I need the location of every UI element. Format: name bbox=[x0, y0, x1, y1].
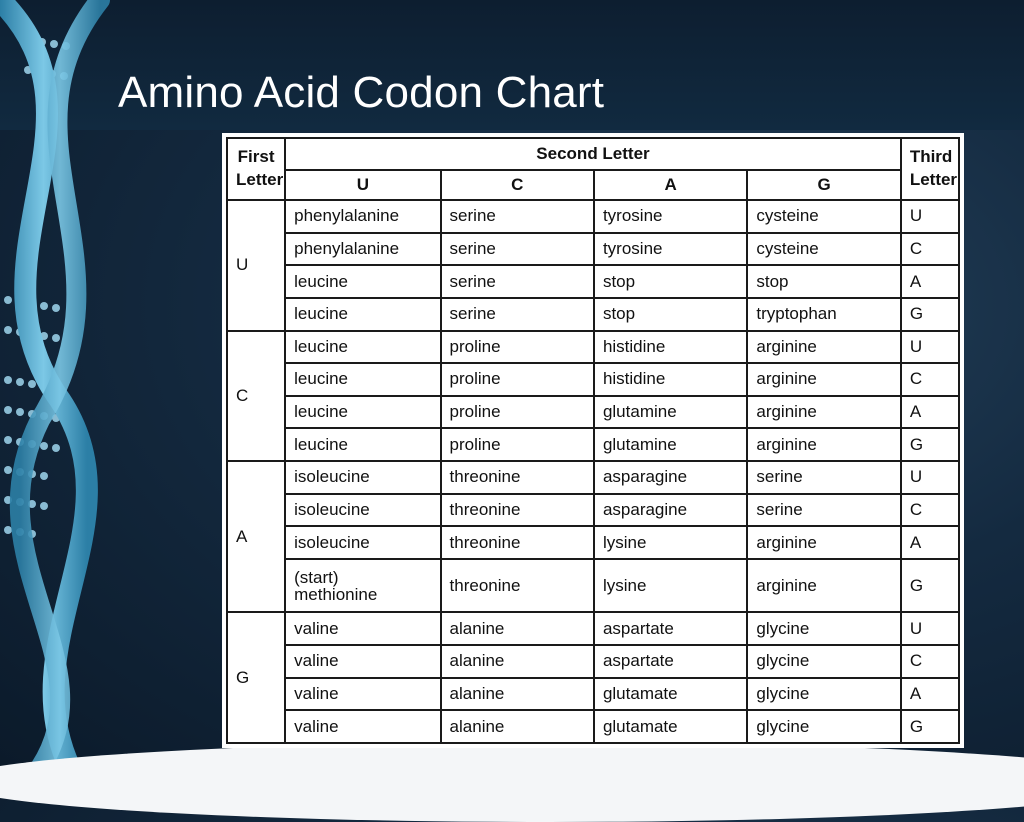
table-row bbox=[227, 494, 959, 527]
amino-acid-cell: serine bbox=[747, 461, 900, 494]
table-row bbox=[227, 233, 959, 266]
table-row bbox=[227, 265, 959, 298]
third-letter-cell: U bbox=[901, 612, 959, 645]
first-letter-a: A bbox=[227, 461, 285, 612]
amino-acid-cell: cysteine bbox=[747, 200, 900, 233]
table-row bbox=[227, 678, 959, 711]
amino-acid-cell: arginine bbox=[747, 331, 900, 364]
amino-acid-cell: serine bbox=[747, 494, 900, 527]
second-base-c: C bbox=[441, 170, 594, 200]
amino-acid-cell: asparagine bbox=[594, 494, 747, 527]
amino-acid-cell: proline bbox=[441, 331, 594, 364]
amino-acid-cell: stop bbox=[594, 298, 747, 331]
table-row bbox=[227, 526, 959, 559]
table-row bbox=[227, 428, 959, 461]
third-letter-cell: C bbox=[901, 645, 959, 678]
third-letter-cell: C bbox=[901, 363, 959, 396]
dna-helix-decoration bbox=[0, 0, 130, 768]
amino-acid-cell: glutamate bbox=[594, 710, 747, 743]
amino-acid-cell: valine bbox=[285, 710, 440, 743]
amino-acid-cell: arginine bbox=[747, 526, 900, 559]
third-letter-cell: G bbox=[901, 710, 959, 743]
third-letter-cell: G bbox=[901, 298, 959, 331]
third-letter-header-line1: Third bbox=[909, 147, 953, 167]
third-letter-cell: U bbox=[901, 200, 959, 233]
amino-acid-cell: stop bbox=[594, 265, 747, 298]
table-row bbox=[227, 612, 959, 645]
table-row bbox=[227, 200, 959, 233]
amino-acid-cell: proline bbox=[441, 428, 594, 461]
first-letter-header-line2: Letter bbox=[236, 170, 284, 189]
first-letter-header bbox=[227, 138, 285, 200]
amino-acid-cell: asparagine bbox=[594, 461, 747, 494]
second-letter-header: Second Letter bbox=[285, 138, 901, 170]
third-letter-cell: U bbox=[901, 331, 959, 364]
amino-acid-cell: leucine bbox=[285, 265, 440, 298]
amino-acid-cell: alanine bbox=[441, 612, 594, 645]
start-methionine-cell bbox=[285, 559, 440, 612]
amino-acid-cell: lysine bbox=[594, 559, 747, 612]
table-row bbox=[227, 363, 959, 396]
amino-acid-cell: valine bbox=[285, 645, 440, 678]
amino-acid-cell: threonine bbox=[441, 526, 594, 559]
third-letter-cell: G bbox=[901, 559, 959, 612]
amino-acid-cell: glycine bbox=[747, 645, 900, 678]
amino-acid-cell: stop bbox=[747, 265, 900, 298]
third-letter-cell: A bbox=[901, 396, 959, 429]
third-letter-header bbox=[901, 138, 959, 200]
start-label: (start) bbox=[294, 567, 339, 587]
amino-acid-cell: valine bbox=[285, 678, 440, 711]
amino-acid-cell: proline bbox=[441, 363, 594, 396]
amino-acid-cell: glycine bbox=[747, 710, 900, 743]
table-row bbox=[227, 645, 959, 678]
amino-acid-cell: isoleucine bbox=[285, 461, 440, 494]
amino-acid-cell: arginine bbox=[747, 363, 900, 396]
amino-acid-cell: glycine bbox=[747, 612, 900, 645]
amino-acid-cell: leucine bbox=[285, 298, 440, 331]
amino-acid-cell: lysine bbox=[594, 526, 747, 559]
third-letter-cell: A bbox=[901, 678, 959, 711]
third-letter-cell: G bbox=[901, 428, 959, 461]
amino-acid-cell: aspartate bbox=[594, 645, 747, 678]
first-letter-c: C bbox=[227, 331, 285, 462]
amino-acid-cell: histidine bbox=[594, 331, 747, 364]
amino-acid-cell: proline bbox=[441, 396, 594, 429]
table-row bbox=[227, 331, 959, 364]
amino-acid-cell: glycine bbox=[747, 678, 900, 711]
amino-acid-cell: tryptophan bbox=[747, 298, 900, 331]
amino-acid-cell: serine bbox=[441, 265, 594, 298]
amino-acid-cell: isoleucine bbox=[285, 494, 440, 527]
amino-acid-cell: glutamine bbox=[594, 428, 747, 461]
third-letter-cell: A bbox=[901, 526, 959, 559]
amino-acid-cell: cysteine bbox=[747, 233, 900, 266]
amino-acid-cell: isoleucine bbox=[285, 526, 440, 559]
third-letter-cell: C bbox=[901, 233, 959, 266]
bottom-swoosh bbox=[0, 742, 1024, 822]
first-letter-g: G bbox=[227, 612, 285, 743]
third-letter-cell: A bbox=[901, 265, 959, 298]
amino-acid-cell: leucine bbox=[285, 331, 440, 364]
table-row bbox=[227, 396, 959, 429]
amino-acid-cell: leucine bbox=[285, 396, 440, 429]
amino-acid-cell: arginine bbox=[747, 396, 900, 429]
third-letter-header-line2: Letter bbox=[909, 170, 958, 189]
amino-acid-cell: valine bbox=[285, 612, 440, 645]
table-row bbox=[227, 559, 959, 612]
amino-acid-cell: threonine bbox=[441, 461, 594, 494]
amino-acid-cell: arginine bbox=[747, 428, 900, 461]
amino-acid-cell: serine bbox=[441, 233, 594, 266]
table-row bbox=[227, 461, 959, 494]
amino-acid-cell: phenylalanine bbox=[285, 233, 440, 266]
amino-acid-cell: glutamine bbox=[594, 396, 747, 429]
amino-acid-cell: alanine bbox=[441, 645, 594, 678]
third-letter-cell: U bbox=[901, 461, 959, 494]
amino-acid-cell: leucine bbox=[285, 428, 440, 461]
amino-acid-cell: alanine bbox=[441, 710, 594, 743]
amino-acid-cell: alanine bbox=[441, 678, 594, 711]
amino-acid-cell: serine bbox=[441, 200, 594, 233]
codon-table bbox=[226, 137, 960, 744]
second-base-g: G bbox=[747, 170, 900, 200]
amino-acid-cell: arginine bbox=[747, 559, 900, 612]
amino-acid-cell: glutamate bbox=[594, 678, 747, 711]
methionine-label: methionine bbox=[294, 584, 378, 604]
second-base-a: A bbox=[594, 170, 747, 200]
third-letter-cell: C bbox=[901, 494, 959, 527]
first-letter-u: U bbox=[227, 200, 285, 331]
amino-acid-cell: leucine bbox=[285, 363, 440, 396]
codon-chart bbox=[222, 133, 964, 748]
amino-acid-cell: threonine bbox=[441, 559, 594, 612]
amino-acid-cell: threonine bbox=[441, 494, 594, 527]
table-row bbox=[227, 710, 959, 743]
slide-title: Amino Acid Codon Chart bbox=[118, 68, 605, 117]
amino-acid-cell: tyrosine bbox=[594, 200, 747, 233]
amino-acid-cell: serine bbox=[441, 298, 594, 331]
table-row bbox=[227, 298, 959, 331]
amino-acid-cell: phenylalanine bbox=[285, 200, 440, 233]
first-letter-header-line1: First bbox=[237, 147, 275, 167]
second-base-u: U bbox=[285, 170, 440, 200]
amino-acid-cell: histidine bbox=[594, 363, 747, 396]
amino-acid-cell: aspartate bbox=[594, 612, 747, 645]
amino-acid-cell: tyrosine bbox=[594, 233, 747, 266]
